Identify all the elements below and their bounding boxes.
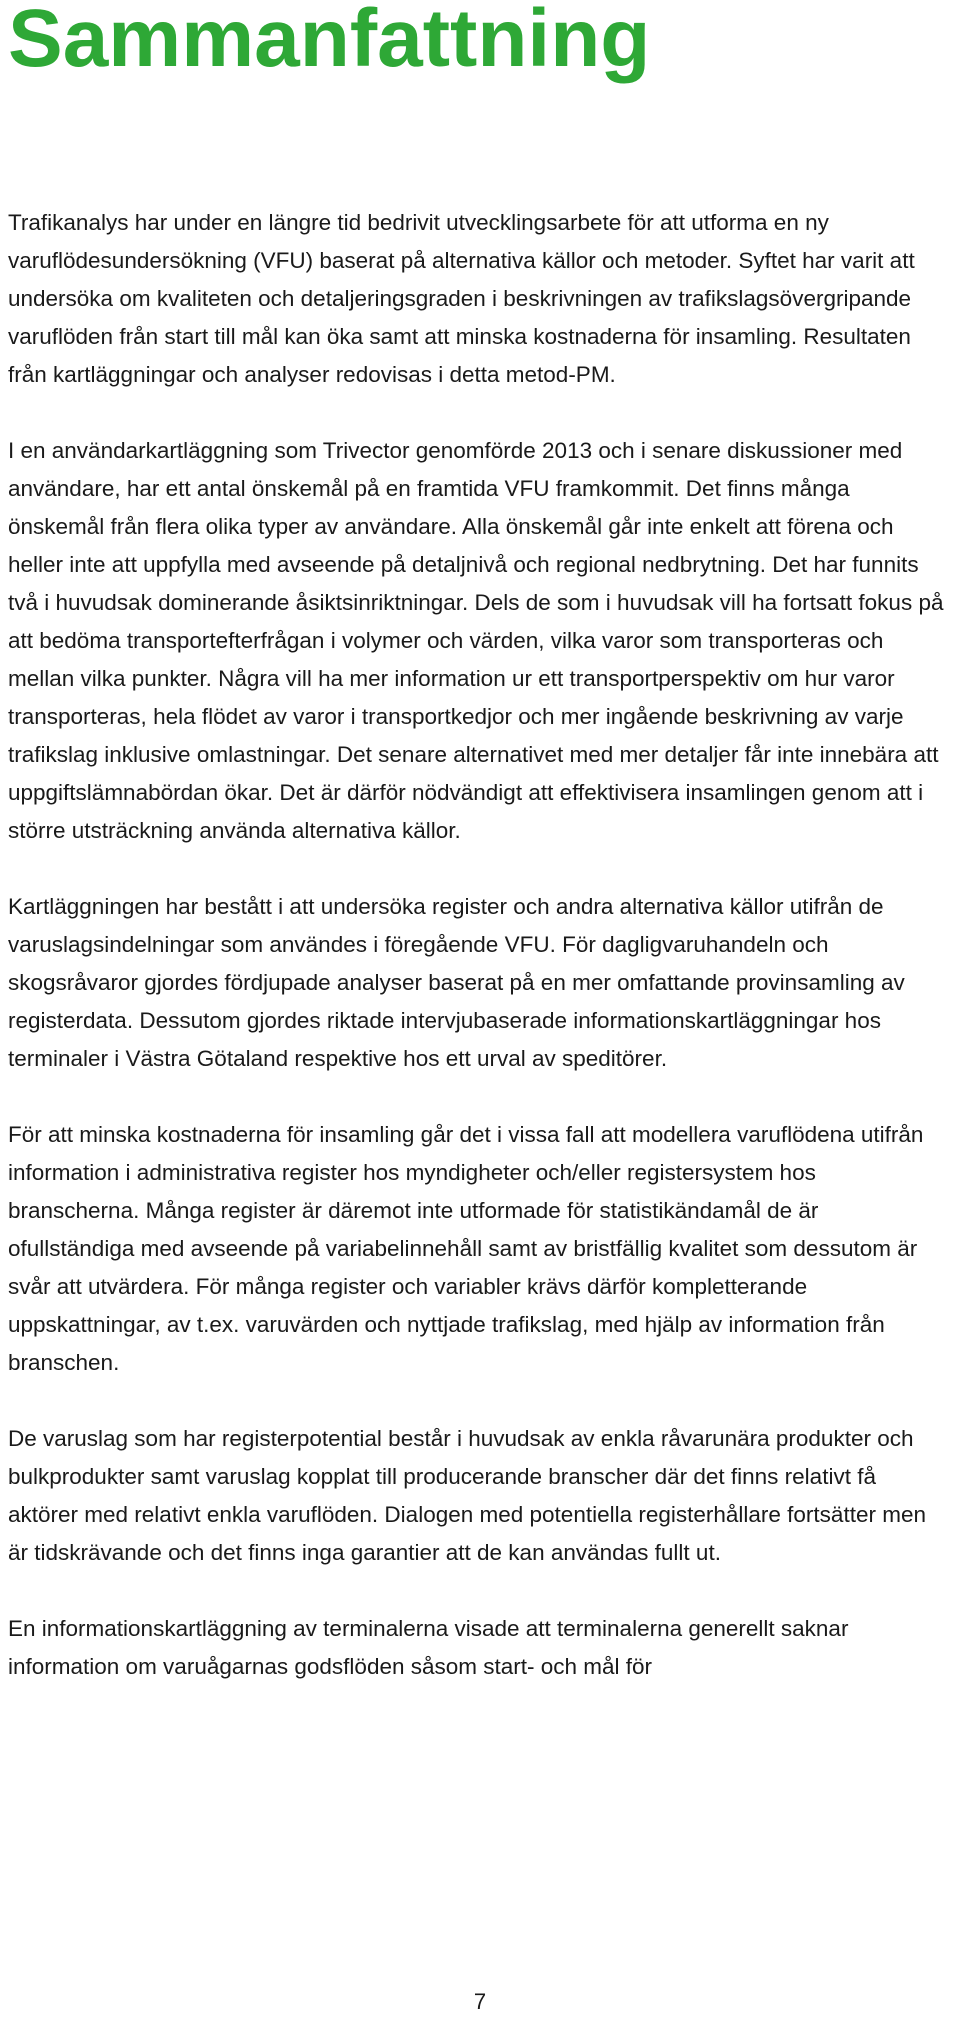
page-number: 7	[473, 1989, 487, 2014]
paragraph: Trafikanalys har under en längre tid bedrivit utvecklingsarbete för att utforma en ny varuflödesundersökning (VFU) baserat på alternativa källor och metoder. Syftet har varit att undersöka om kvaliteten och detaljeringsgraden i beskrivningen av trafikslagsövergripande varuflöden från start till mål kan öka samt att minska kostnaderna för insamling. Resultaten från kartläggningar och analyser redovisas i detta metod-PM.	[8, 210, 915, 387]
paragraph: De varuslag som har registerpotential består i huvudsak av enkla råvarunära produkter och bulkprodukter samt varuslag kopplat till producerande branscher där det finns relativt få aktörer med relativt enkla varuflöden. Dialogen med potentiella registerhållare fortsätter men är tidskrävande och det finns inga garantier att de kan användas fullt ut.	[8, 1426, 926, 1565]
paragraph: För att minska kostnaderna för insamling går det i vissa fall att modellera varuflödena utifrån information i administrativa register hos myndigheter och/eller registersystem hos branscherna. Många register är däremot inte utformade för statistikändamål de är ofullständiga med avseende på variabelinnehåll samt av bristfällig kvalitet som dessutom är svår att utvärdera. För många register och variabler krävs därför kompletterande uppskattningar, av t.ex. varuvärden och nyttjade trafikslag, med hjälp av information från branschen.	[8, 1122, 924, 1375]
paragraph: Kartläggningen har bestått i att undersöka register och andra alternativa källor utifrån de varuslagsindelningar som användes i föregående VFU. För dagligvaruhandeln och skogsråvaror gjordes fördjupade analyser baserat på en mer omfattande provinsamling av registerdata. Dessutom gjordes riktade intervjubaserade informationskartläggningar hos terminaler i Västra Götaland respektive hos ett urval av speditörer.	[8, 894, 905, 1071]
paragraph: En informationskartläggning av terminalerna visade att terminalerna generellt saknar information om varuågarnas godsflöden såsom start- och mål för	[8, 1616, 849, 1679]
body-text	[8, 204, 944, 1724]
page-title: Sammanfattning	[8, 0, 651, 84]
paragraph: I en användarkartläggning som Trivector genomförde 2013 och i senare diskussioner med användare, har ett antal önskemål på en framtida VFU framkommit. Det finns många önskemål från flera olika typer av användare. Alla önskemål går inte enkelt att förena och heller inte att uppfylla med avseende på detaljnivå och regional nedbrytning. Det har funnits två i huvudsak dominerande åsiktsinriktningar. Dels de som i huvudsak vill ha fortsatt fokus på att bedöma transportefterfrågan i volymer och värden, vilka varor som transporteras och mellan vilka punkter. Några vill ha mer information ur ett transportperspektiv om hur varor transporteras, hela flödet av varor i transportkedjor och mer ingående beskrivning av varje trafikslag inklusive omlastningar. Det senare alternativet med mer detaljer får inte innebära att uppgiftslämnabördan ökar. Det är därför nödvändigt att effektivisera insamlingen genom att i större utsträckning använda alternativa källor.	[8, 438, 944, 843]
